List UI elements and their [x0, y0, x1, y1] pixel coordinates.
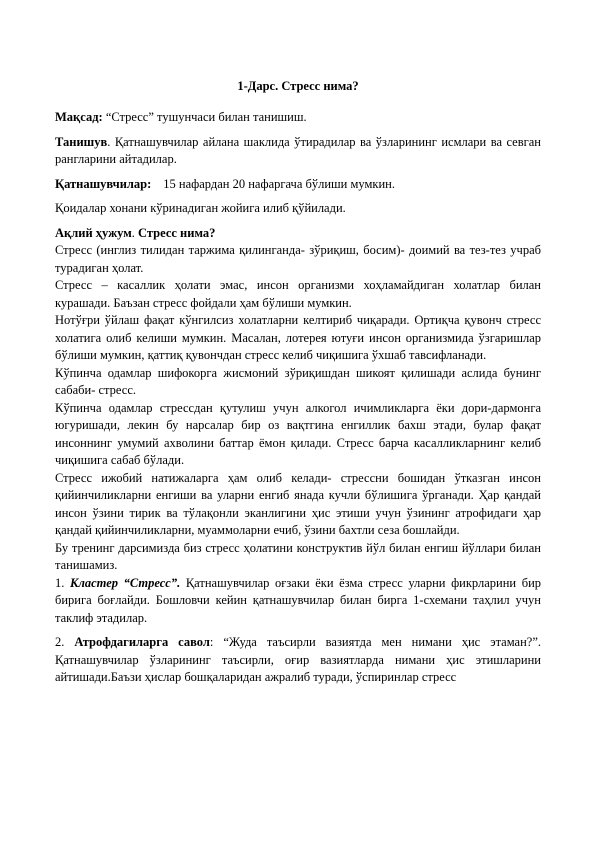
participants-paragraph — [55, 176, 541, 194]
cluster-item-label: Кластер “Стресс”. — [69, 575, 181, 590]
body-paragraph: Стресс (инглиз тилидан таржима қилинганда- зўриқиш, босим)- доимий ва тез-тез учраб турадиган ҳолат. — [55, 243, 541, 275]
body-paragraph: Нотўғри ўйлаш фақат кўнгилсиз холатларни келтириб чиқаради. Ортиқча қувонч стресс холатига олиб келиши мумкин. Масалан, лотерея ютуғи инсон организмида ўзгаришлар бўлиши мумкин, қаттиқ қувончдан стресс келиб чиқишига ўхшаб тавсифланади. — [55, 313, 541, 362]
question-item-number: 2. — [55, 635, 75, 649]
body-paragraph: Кўпинча одамлар шифокорга жисмоний зўриқишдан шикоят қилишади аслида бунинг сабаби- стресс. — [55, 365, 541, 397]
body-paragraph: Стресс – касаллик ҳолати эмас, инсон организми хоҳламайдиган холатлар билан курашади. Баъзан стресс фойдали ҳам бўлиши мумкин. — [55, 278, 541, 310]
participants-text: 15 нафардан 20 нафаргача бўлиши мумкин. — [163, 176, 395, 191]
goal-text: “Стресс” тушунчаси билан танишиш. — [102, 110, 307, 124]
body-paragraph: Бу тренинг дарсимизда биз стресс ҳолатини конструктив йўл билан енгиш йўллари билан танишамиз. — [55, 540, 541, 572]
cluster-item-text: Қатнашувчилар оғзаки ёки ёзма стресс уларни фикрларини бир бирига боғлайди. Бошловчи кейин қатнашувчилар билан бирга 1-схемани таҳлил учун таклиф этадилар. — [55, 575, 542, 625]
cluster-item — [55, 575, 541, 628]
participants-label: Қатнашувчилар: — [55, 176, 152, 191]
brainstorm-separator: . — [131, 225, 139, 240]
introduction-paragraph — [55, 134, 541, 169]
brainstorm-heading — [55, 225, 541, 243]
brainstorm-label: Ақлий ҳужум — [55, 225, 132, 240]
lesson-title: 1-Дарс. Стресс нима? — [237, 79, 359, 93]
brainstorm-question: Стресс нима? — [138, 225, 216, 240]
document-body — [55, 78, 541, 687]
rules-paragraph: Қоидалар хонани кўринадиган жойига илиб қўйилади. — [55, 201, 346, 215]
introduction-label: Танишув — [55, 134, 108, 149]
body-paragraph: Кўпинча одамлар стрессдан қутулиш учун алкогол ичимликларга ёки дори-дармонга югуришади, лекин бу нарсалар бир оз вақтгина енгиллик бахш этади, булар фақат инсоннинг умумий ахволини баттар ёмон қилади. Стресс барча касалликларнинг келиб чиқишига сабаб бўлади. — [55, 400, 541, 467]
question-item — [55, 634, 541, 687]
cluster-item-number: 1. — [55, 575, 70, 590]
question-item-text: : “Жуда таъсирли вазиятда мен нимани ҳис этаман?”. Қатнашувчилар ўзларининг таъсирли, оғир вазиятларда нимани ҳис этишларини айтишади.Баъзи ҳислар бошқаларидан ажралиб туради, ўспиринлар стресс — [55, 635, 542, 684]
goal-paragraph — [55, 109, 541, 127]
body-paragraph: Стресс ижобий натижаларга ҳам олиб келади- стрессни бошидан ўтказган инсон қийинчиликларни енгиши ва уларни енгиб янада кучли бўлишига ўрганади. Ҳар қандай инсон ўзини тирик ва тўлақонли эканлигини ҳис этиши учун ўзининг атрофидаги ҳар қандай қийинчиликларни, муаммоларни ечиб, ўзини бахтли сеза бошлайди. — [55, 470, 541, 537]
introduction-text: . Қатнашувчилар айлана шаклида ўтирадилар ва ўзларининг исмлари ва севган рангларини айтадилар. — [55, 134, 541, 166]
question-item-label: Атрофдагиларга савол — [74, 635, 210, 649]
goal-label: Мақсад: — [55, 110, 103, 124]
